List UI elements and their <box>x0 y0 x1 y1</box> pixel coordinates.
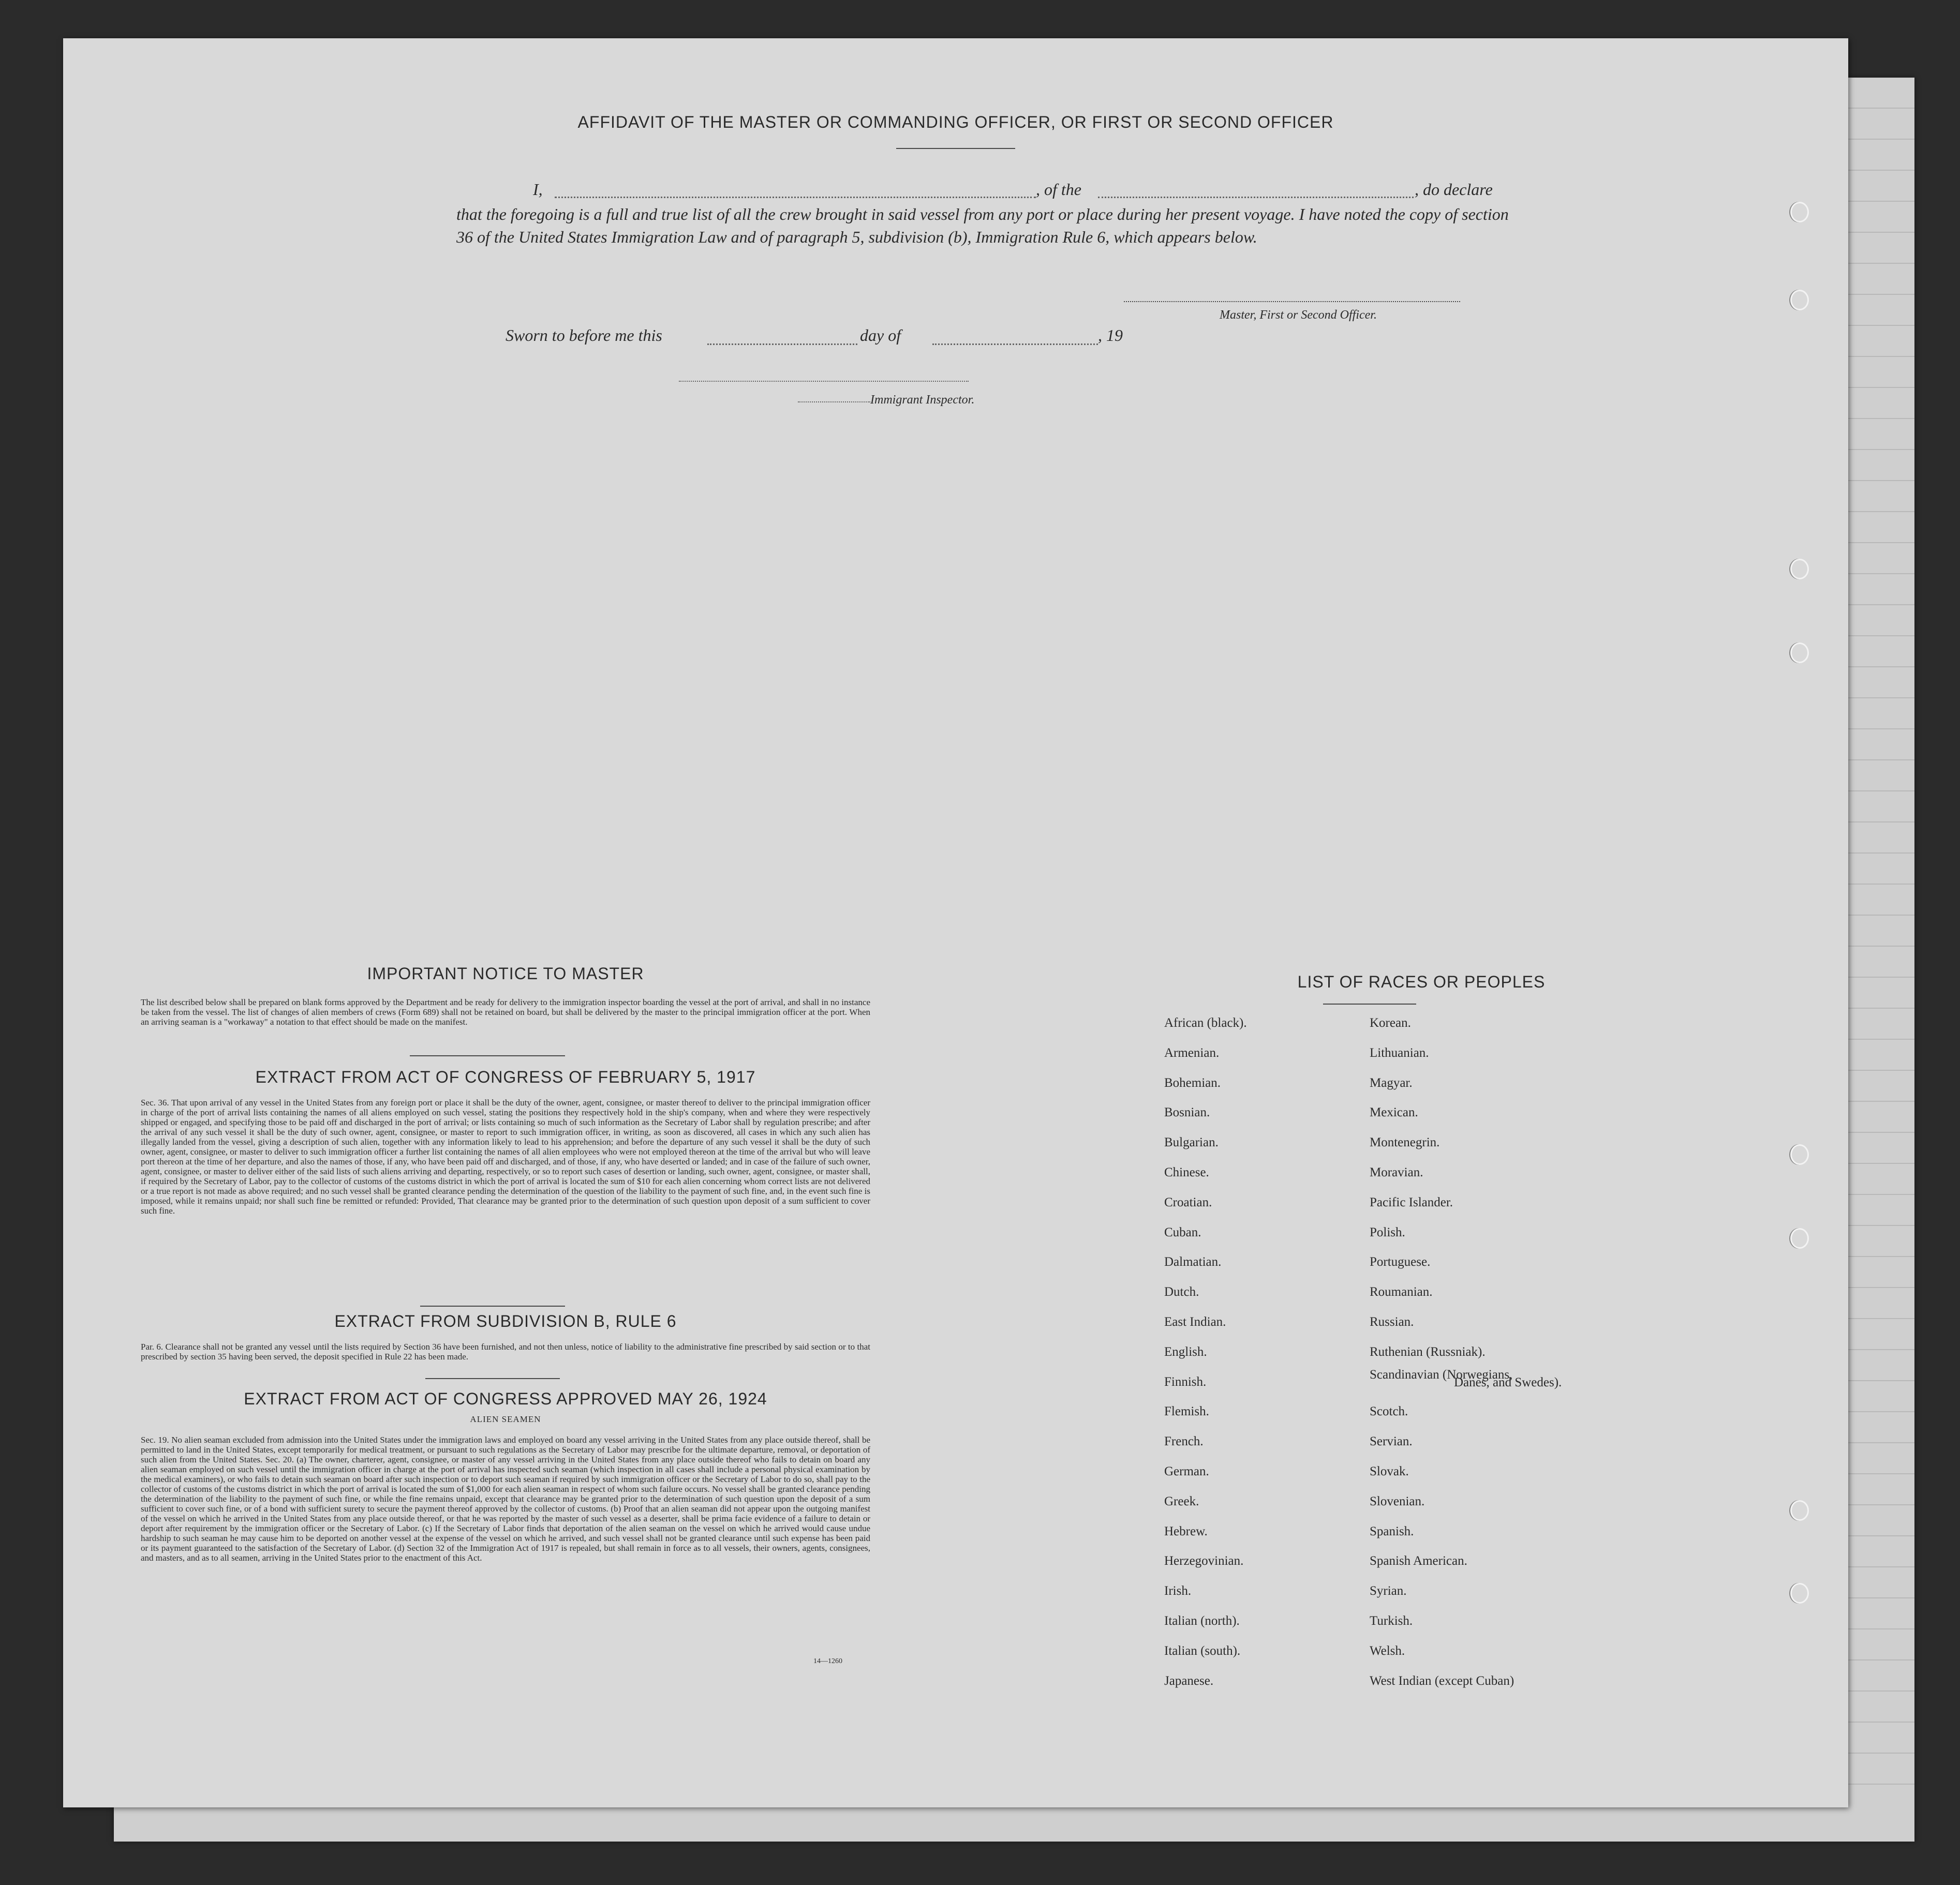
extract-1924-title: EXTRACT FROM ACT OF CONGRESS APPROVED MAY 26, 1924 <box>244 1389 767 1408</box>
race-item: English. <box>1164 1344 1207 1359</box>
race-item: Magyar. <box>1370 1075 1413 1090</box>
of-the-label: , of the <box>1036 180 1081 199</box>
race-item: Lithuanian. <box>1370 1045 1429 1060</box>
race-item: Finnish. <box>1164 1374 1207 1389</box>
sworn-label: Sworn to before me this <box>506 326 662 345</box>
race-item: Hebrew. <box>1164 1524 1208 1538</box>
sworn-month-blank <box>932 343 1098 345</box>
race-item: Bulgarian. <box>1164 1135 1219 1150</box>
affidavit-i-label: I, <box>533 180 543 199</box>
race-item: Japanese. <box>1164 1673 1214 1688</box>
race-item: Herzegovinian. <box>1164 1554 1244 1568</box>
race-item: Servian. <box>1370 1434 1413 1449</box>
extract-1924-text: Sec. 19. No alien seaman excluded from admission into the United States under the immigration laws and employed on board any vessel arriving in the United States from any place outside thereof, shall be permitted to land in the United States, except temporarily for medical treatment, or pursuant to such regulations as the Secretary of Labor may prescribe for the ultimate departure, removal, or deportation of such alien from the United States. Sec. 20. (a) The owner, charterer, agent, consignee, or master of any vessel arriving in the United States from any place outside thereof who fails to detain on board any alien seaman employed on such vessel until the immigration officer in charge at the port of arrival has inspected such seaman (which inspection in all cases shall include a personal physical examination by the medical examiners), or who fails to detain such seaman on board after such inspection or to deport such seaman if required by such immigration officer or the Secretary of Labor to do so, shall pay to the collector of customs of the customs district in which the port of arrival is located the sum of $1,000 for each alien seaman in respect of whom such failure occurs. No vessel shall be granted clearance pending the determination of the liability to the payment of such fine, or while the fine remains unpaid, except that clearance may be granted prior to the determination of such question upon the deposit of a sum sufficient to cover such fine, or of a bond with sufficient surety to secure the payment thereof approved by the collector of customs. (b) Proof that an alien seaman did not appear upon the outgoing manifest of the vessel on which he arrived in the United States from any place outside thereof, or that he was reported by the master of such vessel as a deserter, shall be prima facie evidence of a failure to detain or deport after requirement by the immigration officer or the Secretary of Labor. (c) If the Secretary of Labor finds that deportation of the alien seaman on the vessel on which he arrived would cause undue hardship to such seaman he may cause him to be deported on another vessel at the expense of the vessel on which he arrived, and such vessel shall not be granted clearance until such expense has been paid or its payment guaranteed to the satisfaction of the Secretary of Labor. (d) Section 32 of the Immigration Act of 1917 is repealed, but shall remain in force as to all vessels, their owners, agents, consignees, and masters, and as to all seamen, arriving in the United States prior to the enactment of this Act. <box>141 1435 870 1563</box>
affidavit-title: AFFIDAVIT OF THE MASTER OR COMMANDING OFFICER, OR FIRST OR SECOND OFFICER <box>577 113 1334 131</box>
declare-label: , do declare <box>1415 180 1493 199</box>
race-item: Bosnian. <box>1164 1105 1210 1120</box>
document-page <box>63 38 1848 1807</box>
races-divider <box>1323 1004 1416 1005</box>
punch-hole <box>1790 202 1809 222</box>
sworn-day-blank <box>707 343 857 345</box>
race-item: African (black). <box>1164 1016 1247 1030</box>
master-signature-line <box>1124 301 1460 302</box>
race-item: Spanish American. <box>1370 1554 1467 1568</box>
race-item: Irish. <box>1164 1584 1192 1598</box>
race-item: Scandinavian (Norwegians, <box>1370 1367 1513 1382</box>
race-item-continuation: Danes, and Swedes). <box>1454 1375 1562 1389</box>
extract-1917-divider <box>420 1306 565 1307</box>
race-item: Italian (north). <box>1164 1614 1240 1628</box>
rule6-text: Par. 6. Clearance shall not be granted any vessel until the lists required by Section 36 have been furnished, and not then unless, notice of liability to the administrative fine prescribed by said section or to that prescribed by section 35 having been served, the deposit specified in Rule 22 has been made. <box>141 1342 870 1362</box>
race-item: Pacific Islander. <box>1370 1195 1453 1209</box>
punch-hole <box>1790 1144 1809 1165</box>
punch-hole <box>1790 1228 1809 1249</box>
punch-hole <box>1790 642 1809 663</box>
race-item: Slovak. <box>1370 1464 1409 1478</box>
master-signature-label: Master, First or Second Officer. <box>1220 308 1377 322</box>
race-item: Croatian. <box>1164 1195 1212 1209</box>
alien-seamen-subtitle: ALIEN SEAMEN <box>470 1414 541 1424</box>
name-blank-line <box>555 197 1036 198</box>
race-item: Ruthenian (Russniak). <box>1370 1344 1486 1359</box>
inspector-signature-label: Immigrant Inspector. <box>870 393 975 407</box>
race-item: Russian. <box>1370 1315 1414 1329</box>
extract-1917-title: EXTRACT FROM ACT OF CONGRESS OF FEBRUARY 5, 1917 <box>255 1068 756 1086</box>
race-item: Greek. <box>1164 1494 1199 1508</box>
race-item: Turkish. <box>1370 1614 1413 1628</box>
race-item: Montenegrin. <box>1370 1135 1440 1150</box>
race-item: Portuguese. <box>1370 1255 1431 1269</box>
race-item: French. <box>1164 1434 1204 1449</box>
punch-hole <box>1790 290 1809 310</box>
race-item: German. <box>1164 1464 1209 1478</box>
race-item: Moravian. <box>1370 1165 1423 1179</box>
race-item: Mexican. <box>1370 1105 1418 1120</box>
race-item: Roumanian. <box>1370 1285 1433 1299</box>
race-item: Chinese. <box>1164 1165 1209 1179</box>
race-item: Scotch. <box>1370 1404 1408 1419</box>
notice-text: The list described below shall be prepared on blank forms approved by the Department and be ready for delivery to the immigration inspector boarding the vessel at the port of arrival, and shall in no instance be taken from the vessel. The list of changes of alien members of crews (Form 689) shall not be retained on board, but shall be delivered by the master to the principal immigration officer at the port. When an arriving seaman is a "workaway" a notation to that effect should be made on the manifest. <box>141 997 870 1027</box>
race-item: Korean. <box>1370 1016 1411 1030</box>
rule6-title: EXTRACT FROM SUBDIVISION B, RULE 6 <box>334 1312 677 1330</box>
punch-hole <box>1790 559 1809 579</box>
race-item: Slovenian. <box>1370 1494 1425 1508</box>
race-item: Polish. <box>1370 1225 1405 1239</box>
race-item: Dutch. <box>1164 1285 1199 1299</box>
vessel-blank-line <box>1098 197 1414 198</box>
affidavit-body: that the foregoing is a full and true list of all the crew brought in said vessel from any port or place during her present voyage. I have noted the copy of section 36 of the United States Immigration Law and of paragraph 5, subdivision (b), Immigration Rule 6, which appears below. <box>456 205 1509 246</box>
inspector-signature-line <box>679 381 969 382</box>
race-item: Cuban. <box>1164 1225 1201 1239</box>
rule6-divider <box>425 1378 560 1379</box>
day-of-label: day of <box>860 326 901 345</box>
race-item: Syrian. <box>1370 1584 1407 1598</box>
race-item: Armenian. <box>1164 1045 1220 1060</box>
race-item: West Indian (except Cuban) <box>1370 1673 1514 1688</box>
notice-divider <box>410 1055 565 1056</box>
races-title: LIST OF RACES OR PEOPLES <box>1297 973 1546 991</box>
form-number: 14—1260 <box>813 1657 842 1665</box>
race-item: Flemish. <box>1164 1404 1209 1419</box>
year-label: , 19 <box>1098 326 1123 345</box>
punch-hole <box>1790 1583 1809 1604</box>
title-divider <box>896 148 1015 149</box>
race-item: Spanish. <box>1370 1524 1414 1538</box>
notice-title: IMPORTANT NOTICE TO MASTER <box>367 964 644 983</box>
race-item: Bohemian. <box>1164 1075 1221 1090</box>
inspector-short-line <box>798 401 870 402</box>
race-item: Italian (south). <box>1164 1643 1241 1658</box>
race-item: Welsh. <box>1370 1643 1405 1658</box>
race-item: East Indian. <box>1164 1315 1226 1329</box>
punch-hole <box>1790 1500 1809 1521</box>
extract-1917-text: Sec. 36. That upon arrival of any vessel in the United States from any foreign port or place it shall be the duty of the owner, agent, consignee, or master thereof to deliver to the principal immigration officer in charge of the port of arrival lists containing the names of all aliens employed on such vessel, stating the positions they respectively hold in the ship's company, when and where they were respectively shipped or engaged, and specifying those to be paid off and discharged in the port of arrival; or lists containing so much of such information as the Secretary of Labor shall by regulation prescribe; and after the arrival of any such vessel it shall be the duty of such owner, agent, consignee, or master to report to such immigration officer, in writing, as soon as discovered, all cases in which any such alien has illegally landed from the vessel, giving a description of such alien, together with any information likely to lead to his apprehension; and before the departure of any such vessel it shall be the duty of such owner, agent, consignee, or master to deliver to such immigration officer a further list containing the names of all alien employees who were not employed thereon at the time of the arrival but who will leave port thereon at the time of her departure, and also the names of those, if any, who have been paid off and discharged, and of those, if any, who have deserted or landed; and in case of the failure of such owner, agent, consignee, or master to deliver either of the said lists of such aliens arriving and departing, respectively, or so to report such cases of desertion or landing, such owner, agent, consignee, or master shall, if required by the Secretary of Labor, pay to the collector of customs of the customs district in which the port of arrival is located the sum of $10 for each alien concerning whom correct lists are not delivered or a true report is not made as above required; and no such vessel shall be granted clearance pending the determination of the question of the liability to the payment of such fine, and, in the event such fine is imposed, while it remains unpaid; nor shall such fine be remitted or refunded: Provided, That clearance may be granted prior to the determination of such question upon deposit of a sum sufficient to cover such fine. <box>141 1098 870 1216</box>
race-item: Dalmatian. <box>1164 1255 1222 1269</box>
